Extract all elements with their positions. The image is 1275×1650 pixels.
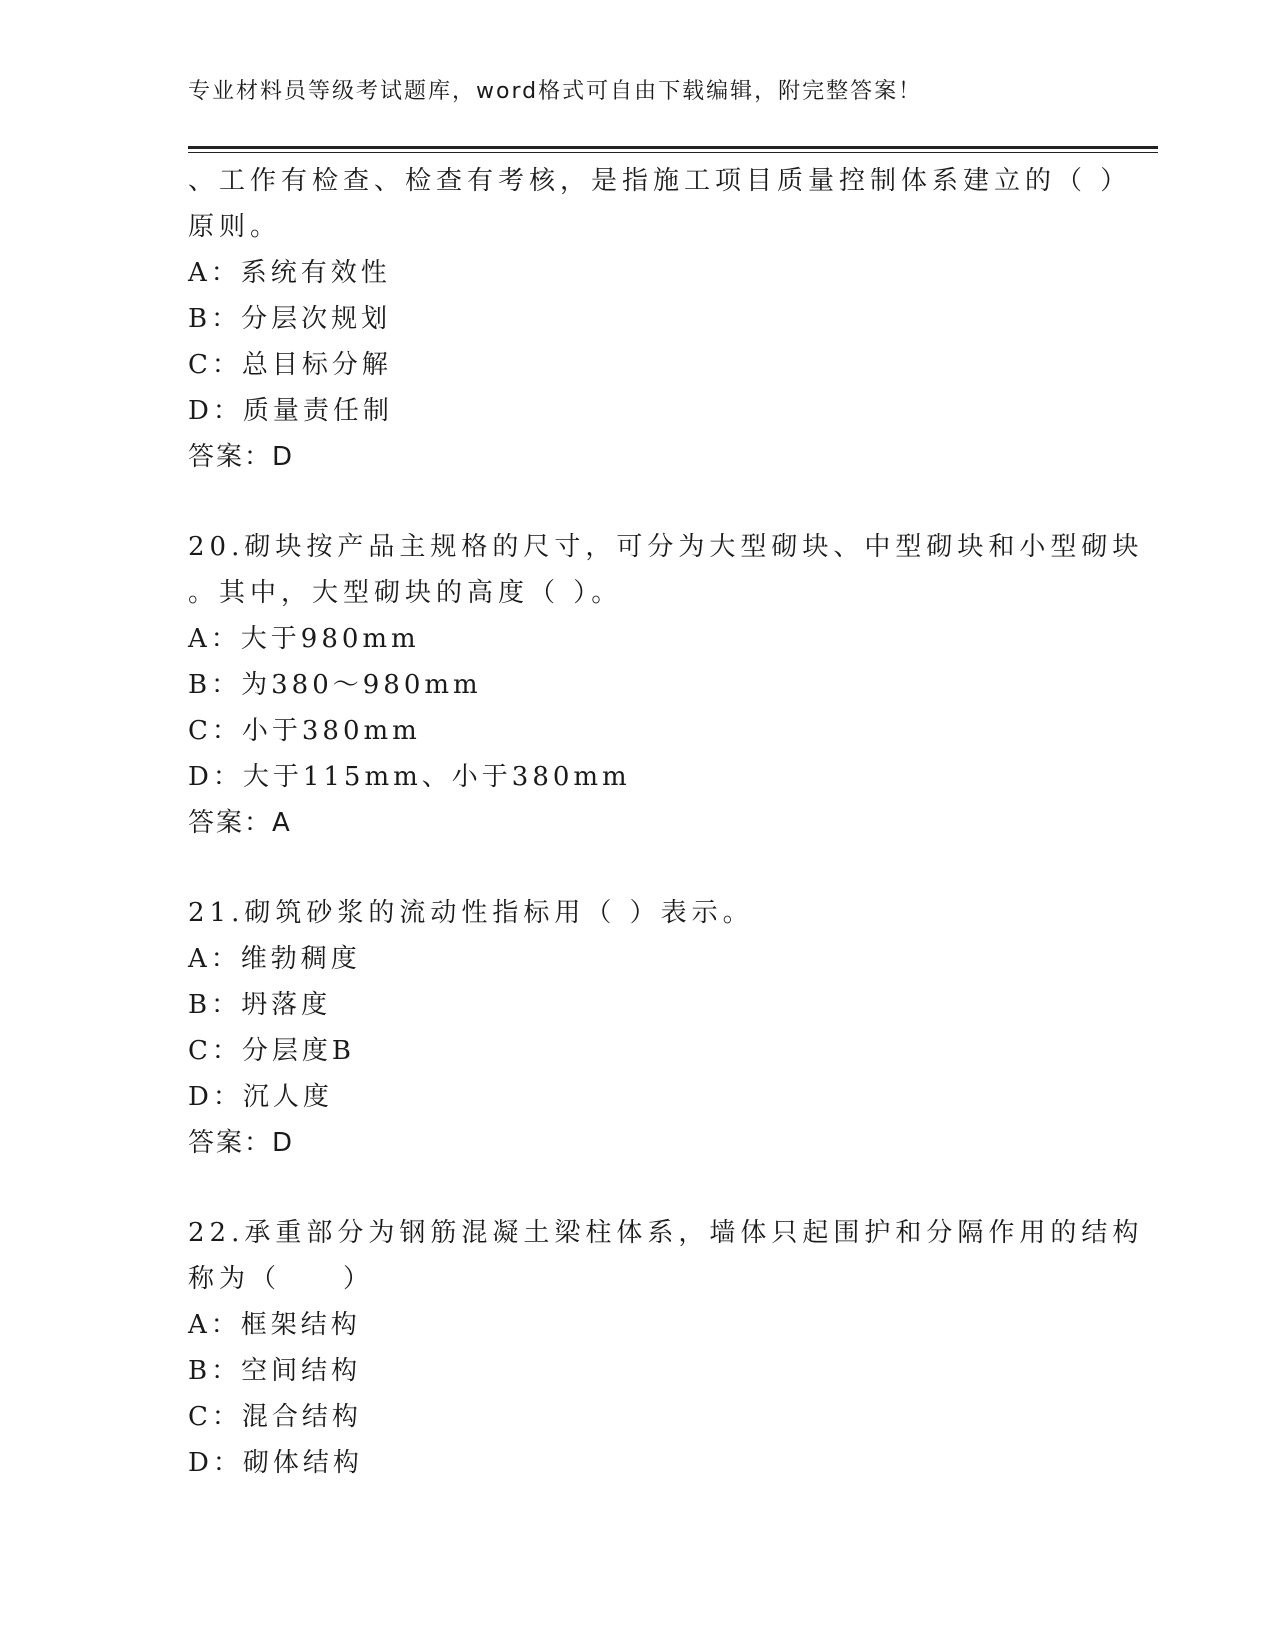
option-a: A：框架结构 [188, 1310, 361, 1340]
option-b: B：空间结构 [188, 1356, 362, 1386]
option-b: B：坍落度 [188, 990, 332, 1020]
answer: 答案：D [188, 1128, 295, 1158]
question-list [188, 158, 1144, 1486]
question-text: 。其中，大型砌块的高度（ ）。 [188, 578, 623, 608]
question-text: 原则。 [188, 212, 282, 242]
question-22 [188, 1210, 1144, 1486]
option-b: B：分层次规划 [188, 304, 392, 334]
option-a: A：大于980mm [188, 624, 420, 654]
option-c: C：分层度B [188, 1036, 356, 1066]
option-d: D：砌体结构 [188, 1448, 363, 1478]
option-a: A：维勃稠度 [188, 944, 361, 974]
header-rule-thin [188, 152, 1158, 153]
option-d: D：沉人度 [188, 1082, 333, 1112]
answer: 答案：A [188, 808, 292, 838]
option-c: C：混合结构 [188, 1402, 362, 1432]
question-text: 20.砌块按产品主规格的尺寸，可分为大型砌块、中型砌块和小型砌块 [188, 532, 1144, 562]
question-19 [188, 158, 1132, 480]
question-text: 21.砌筑砂浆的流动性指标用（ ）表示。 [188, 898, 754, 928]
question-21 [188, 890, 1088, 1166]
option-b: B：为380～980mm [188, 670, 482, 700]
document-header: 专业材料员等级考试题库，word格式可自由下载编辑，附完整答案！ [188, 79, 923, 104]
option-c: C：小于380mm [188, 716, 421, 746]
question-text: 22.承重部分为钢筋混凝土梁柱体系，墙体只起围护和分隔作用的结构 [188, 1218, 1144, 1248]
question-text: 称为（ ） [188, 1264, 375, 1294]
option-c: C：总目标分解 [188, 350, 392, 380]
question-20 [188, 524, 1144, 846]
option-d: D：大于115mm、小于380mm [188, 762, 631, 792]
answer: 答案：D [188, 442, 295, 472]
option-d: D：质量责任制 [188, 396, 393, 426]
header-rule-thick [188, 146, 1158, 149]
option-a: A：系统有效性 [188, 258, 391, 288]
question-text: 、工作有检查、检查有考核，是指施工项目质量控制体系建立的（ ） [188, 166, 1132, 196]
